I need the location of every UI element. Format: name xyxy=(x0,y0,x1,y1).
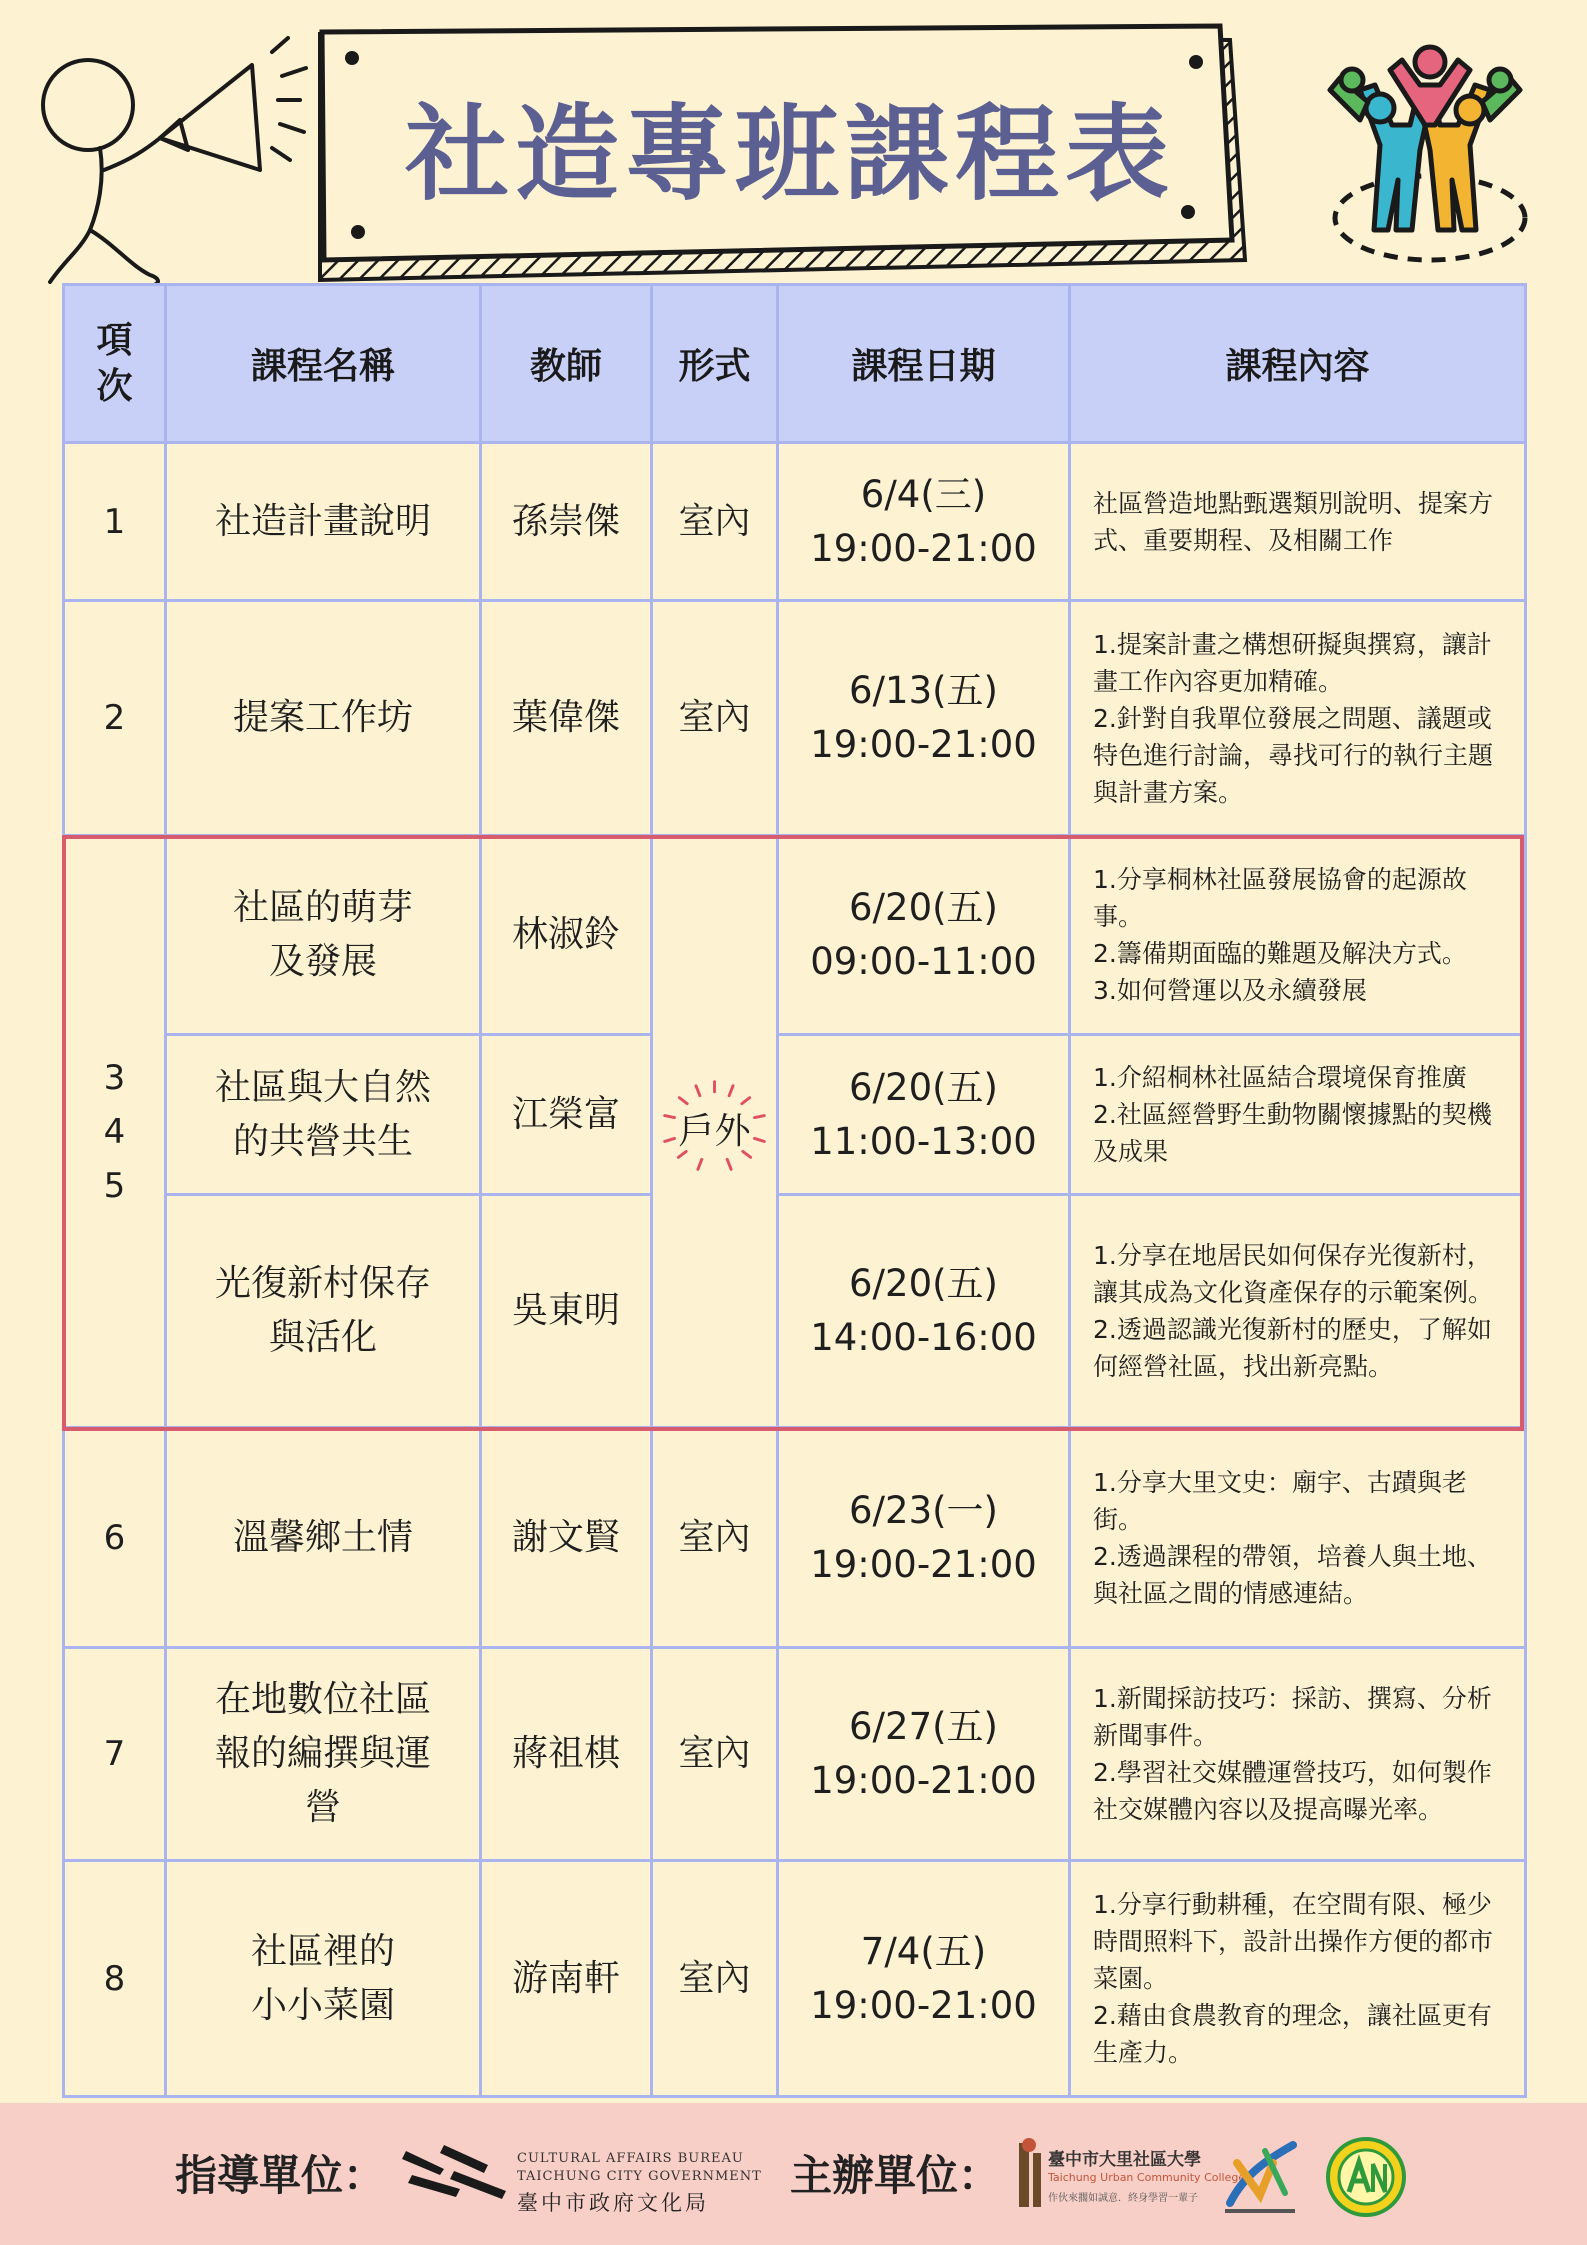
teacher-name: 蔣祖棋 xyxy=(481,1648,652,1861)
time-text: 19:00-21:00 xyxy=(810,1759,1037,1802)
teacher-name: 江榮富 xyxy=(481,1035,652,1195)
header-teacher: 教師 xyxy=(481,285,652,443)
megaphone-stickman-illustration xyxy=(20,20,320,290)
table-row xyxy=(64,1428,1526,1648)
table-header-row xyxy=(64,285,1526,443)
time-text: 19:00-21:00 xyxy=(810,1542,1037,1586)
teacher-name: 葉偉傑 xyxy=(481,601,652,836)
course-content: 1.分享桐林社區發展協會的起源故事。 2.籌備期面臨的難題及解決方式。 3.如何營運以及永續發展 xyxy=(1070,836,1526,1035)
course-name: 溫馨鄉土情 xyxy=(166,1428,481,1648)
course-content: 1.分享在地居民如何保存光復新村，讓其成為文化資產保存的示範案例。 2.透過認識光復新村的歷史，了解如何經營社區，找出新亮點。 xyxy=(1070,1195,1526,1428)
course-name: 在地數位社區 報的編撰與運 營 xyxy=(166,1648,481,1861)
header-course-name: 課程名稱 xyxy=(166,285,481,443)
course-format: 室內 xyxy=(652,1428,778,1648)
course-content: 1.提案計畫之構想研擬與撰寫，讓計畫工作內容更加精確。 2.針對自我單位發展之問題、議題或特色進行討論，尋找可行的執行主題與計畫方案。 xyxy=(1070,601,1526,836)
guide-unit-label: 指導單位： xyxy=(175,2151,386,2200)
course-content: 1.分享大里文史：廟宇、古蹟與老街。 2.透過課程的帶領，培養人與土地、與社區之間的情感連結。 xyxy=(1070,1428,1526,1648)
time-text: 09:00-11:00 xyxy=(810,940,1037,983)
time-text: 14:00-16:00 xyxy=(810,1316,1037,1359)
college-slogan: 作伙來擱如誠意．終身學習一輩子 xyxy=(1048,2193,1198,2204)
bureau-name-chinese: 臺中市政府文化局 xyxy=(517,2191,709,2215)
course-date xyxy=(778,1648,1070,1861)
course-date xyxy=(778,1861,1070,2097)
header-item-number: 項 次 xyxy=(64,285,166,443)
course-name: 社區與大自然 的共營共生 xyxy=(166,1035,481,1195)
college-name: 臺中市大里社區大學 xyxy=(1048,2150,1201,2170)
teacher-name: 游南軒 xyxy=(481,1861,652,2097)
table-row xyxy=(64,1648,1526,1861)
course-format-outdoor xyxy=(652,836,778,1428)
table-row xyxy=(64,601,1526,836)
date-text: 6/23(一) xyxy=(849,1488,998,1532)
course-format: 室內 xyxy=(652,443,778,601)
course-name: 光復新村保存 與活化 xyxy=(166,1195,481,1428)
teacher-name: 孫崇傑 xyxy=(481,443,652,601)
host-unit-label: 主辦單位： xyxy=(790,2151,1001,2200)
team-people-icon xyxy=(1320,30,1540,280)
table-row xyxy=(64,1195,1526,1428)
course-name: 社區裡的 小小菜園 xyxy=(166,1861,481,2097)
course-date xyxy=(778,443,1070,601)
date-text: 6/27(五) xyxy=(849,1705,998,1748)
course-name: 社造計畫說明 xyxy=(166,443,481,601)
item-number: 1 xyxy=(64,443,166,601)
time-text: 11:00-13:00 xyxy=(810,1119,1037,1163)
course-schedule-table xyxy=(62,283,1527,2098)
bureau-name-english-line2: TAICHUNG CITY GOVERNMENT xyxy=(517,2169,762,2184)
header-content: 課程內容 xyxy=(1070,285,1526,443)
course-content: 1.分享行動耕種，在空間有限、極少時間照料下，設計出操作方便的都市菜園。 2.藉由食農教育的理念，讓社區更有生產力。 xyxy=(1070,1861,1526,2097)
course-name: 提案工作坊 xyxy=(166,601,481,836)
item-number: 2 xyxy=(64,601,166,836)
date-text: 6/20(五) xyxy=(849,1262,998,1305)
course-format: 室內 xyxy=(652,1648,778,1861)
course-date xyxy=(778,1035,1070,1195)
bureau-name-english-line1: CULTURAL AFFAIRS BUREAU xyxy=(517,2151,744,2166)
cultural-affairs-bureau-logo-icon xyxy=(400,2139,510,2209)
table-row xyxy=(64,1861,1526,2097)
item-number: 8 xyxy=(64,1861,166,2097)
item-number: 7 xyxy=(64,1648,166,1861)
date-text: 6/20(五) xyxy=(849,1065,998,1109)
header-date: 課程日期 xyxy=(778,285,1070,443)
course-content: 1.新聞採訪技巧：採訪、撰寫、分析新聞事件。 2.學習社交媒體運營技巧，如何製作社交媒體內容以及提高曝光率。 xyxy=(1070,1648,1526,1861)
partner-badge-logo-icon xyxy=(1325,2136,1407,2218)
course-name: 社區的萌芽 及發展 xyxy=(166,836,481,1035)
course-date xyxy=(778,601,1070,836)
page-title: 社造專班課程表 xyxy=(404,93,1175,215)
teacher-name: 謝文賢 xyxy=(481,1428,652,1648)
course-format: 室內 xyxy=(652,1861,778,2097)
date-text: 7/4(五) xyxy=(860,1929,987,1973)
time-text: 19:00-21:00 xyxy=(810,1983,1037,2027)
college-name-english: Taichung Urban Community College xyxy=(1048,2171,1246,2184)
course-date xyxy=(778,1428,1070,1648)
item-number: 6 xyxy=(64,1428,166,1648)
table-row xyxy=(64,836,1526,1035)
course-content: 1.介紹桐林社區結合環境保育推廣 2.社區經營野生動物關懷據點的契機及成果 xyxy=(1070,1035,1526,1195)
course-date xyxy=(778,836,1070,1035)
time-text: 19:00-21:00 xyxy=(810,723,1037,766)
community-association-logo-icon xyxy=(1215,2133,1305,2223)
teacher-name: 林淑鈴 xyxy=(481,836,652,1035)
course-format: 室內 xyxy=(652,601,778,836)
date-text: 6/20(五) xyxy=(849,886,998,929)
date-text: 6/13(五) xyxy=(849,669,998,712)
format-outdoor-label: 戶外 xyxy=(678,1110,751,1152)
table-row xyxy=(64,1035,1526,1195)
footer xyxy=(0,2103,1587,2245)
item-number-group: 3 4 5 xyxy=(64,836,166,1428)
teacher-name: 吳東明 xyxy=(481,1195,652,1428)
table-row xyxy=(64,443,1526,601)
course-content: 社區營造地點甄選類別說明、提案方式、重要期程、及相關工作 xyxy=(1070,443,1526,601)
time-text: 19:00-21:00 xyxy=(810,526,1037,570)
header-format: 形式 xyxy=(652,285,778,443)
course-date xyxy=(778,1195,1070,1428)
date-text: 6/4(三) xyxy=(860,472,987,516)
